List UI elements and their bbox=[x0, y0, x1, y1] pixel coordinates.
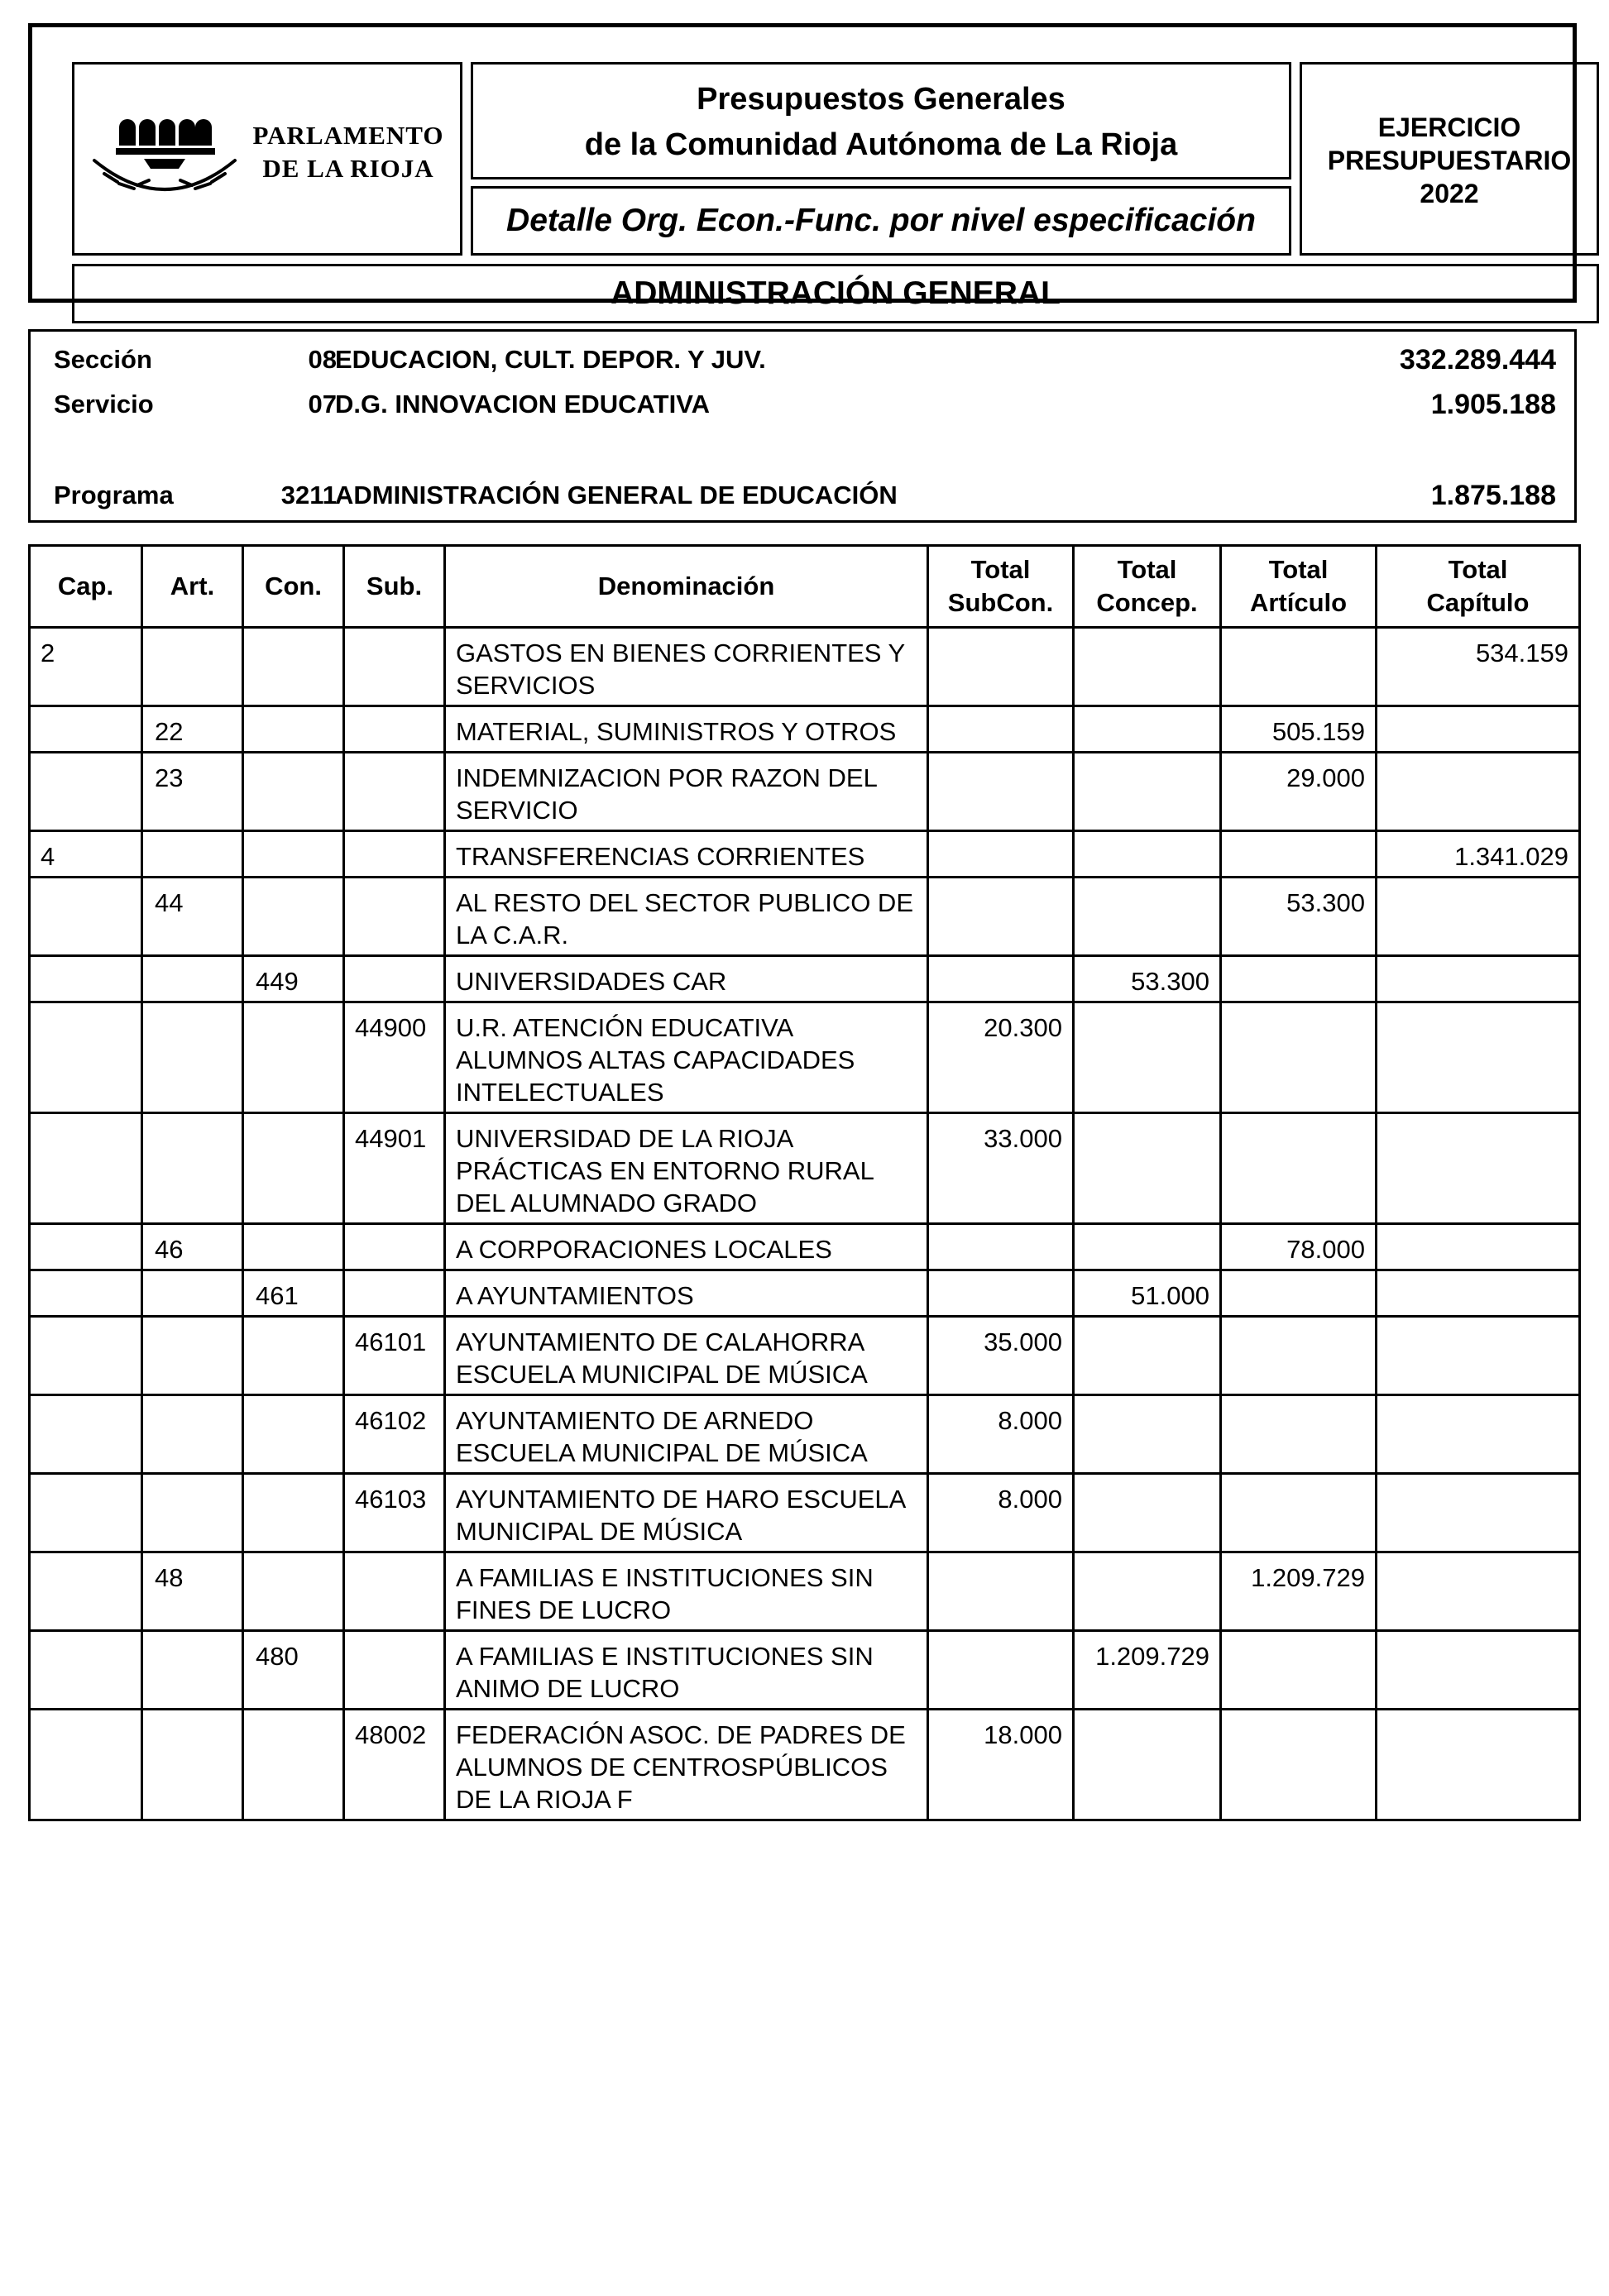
cell-total-articulo bbox=[1221, 1631, 1377, 1710]
cell-con bbox=[243, 831, 344, 878]
cell-con bbox=[243, 706, 344, 753]
cell-total-capitulo: 534.159 bbox=[1377, 628, 1580, 706]
cell-total-subcon bbox=[928, 831, 1074, 878]
seccion-code: 08 bbox=[308, 345, 337, 374]
cell-denominacion: UNIVERSIDADES CAR bbox=[445, 956, 928, 1002]
header-total-articulo-2: Artículo bbox=[1249, 588, 1348, 617]
cell-cap bbox=[30, 706, 142, 753]
servicio-code: 07 bbox=[308, 390, 337, 419]
table-row bbox=[30, 1002, 1580, 1113]
cell-total-articulo bbox=[1221, 1002, 1377, 1113]
cell-denominacion: FEDERACIÓN ASOC. DE PADRES DE ALUMNOS DE CENTROSPÚBLICOS DE LA RIOJA F bbox=[445, 1710, 928, 1820]
cell-total-articulo bbox=[1221, 1395, 1377, 1474]
cell-cap: 4 bbox=[30, 831, 142, 878]
cell-total-concep bbox=[1074, 878, 1221, 956]
table-row bbox=[30, 1270, 1580, 1317]
cell-total-articulo: 78.000 bbox=[1221, 1224, 1377, 1270]
header-total-concep bbox=[1074, 546, 1221, 628]
servicio-label: Servicio bbox=[54, 390, 154, 419]
cell-total-subcon: 18.000 bbox=[928, 1710, 1074, 1820]
cell-total-concep: 51.000 bbox=[1074, 1270, 1221, 1317]
cell-art bbox=[142, 1474, 243, 1552]
cell-total-articulo bbox=[1221, 831, 1377, 878]
programa-amount: 1.875.188 bbox=[1430, 480, 1556, 511]
cell-cap bbox=[30, 1317, 142, 1395]
cell-total-concep bbox=[1074, 1113, 1221, 1224]
cell-cap bbox=[30, 1474, 142, 1552]
programa-row bbox=[31, 479, 1574, 512]
cell-total-capitulo: 1.341.029 bbox=[1377, 831, 1580, 878]
cell-total-concep bbox=[1074, 1710, 1221, 1820]
table-row bbox=[30, 956, 1580, 1002]
seccion-name: EDUCACION, CULT. DEPOR. Y JUV. bbox=[335, 345, 766, 374]
servicio-name: D.G. INNOVACION EDUCATIVA bbox=[335, 390, 710, 419]
cell-total-concep: 1.209.729 bbox=[1074, 1631, 1221, 1710]
cell-total-concep bbox=[1074, 1552, 1221, 1631]
cell-total-articulo bbox=[1221, 956, 1377, 1002]
header-denominacion: Denominación bbox=[445, 546, 928, 628]
cell-art bbox=[142, 1395, 243, 1474]
cell-total-concep bbox=[1074, 1002, 1221, 1113]
header-sub: Sub. bbox=[344, 546, 445, 628]
cell-total-articulo: 1.209.729 bbox=[1221, 1552, 1377, 1631]
cell-denominacion: U.R. ATENCIÓN EDUCATIVA ALUMNOS ALTAS CAPACIDADES INTELECTUALES bbox=[445, 1002, 928, 1113]
cell-denominacion: MATERIAL, SUMINISTROS Y OTROS bbox=[445, 706, 928, 753]
cell-art bbox=[142, 1113, 243, 1224]
table-row bbox=[30, 1631, 1580, 1710]
cell-total-capitulo bbox=[1377, 706, 1580, 753]
cell-total-articulo: 505.159 bbox=[1221, 706, 1377, 753]
header-art: Art. bbox=[142, 546, 243, 628]
cell-sub bbox=[344, 628, 445, 706]
cell-total-concep bbox=[1074, 706, 1221, 753]
servicio-row bbox=[31, 388, 1574, 421]
cell-total-subcon bbox=[928, 956, 1074, 1002]
cell-sub: 46103 bbox=[344, 1474, 445, 1552]
cell-total-concep bbox=[1074, 831, 1221, 878]
budget-detail-table bbox=[28, 544, 1581, 1821]
cell-art bbox=[142, 628, 243, 706]
header-con: Con. bbox=[243, 546, 344, 628]
table-row bbox=[30, 1317, 1580, 1395]
cell-denominacion: AYUNTAMIENTO DE CALAHORRA ESCUELA MUNICIPAL DE MÚSICA bbox=[445, 1317, 928, 1395]
cell-sub: 44901 bbox=[344, 1113, 445, 1224]
cell-sub: 48002 bbox=[344, 1710, 445, 1820]
header-total-capitulo bbox=[1377, 546, 1580, 628]
cell-cap bbox=[30, 1552, 142, 1631]
cell-con bbox=[243, 878, 344, 956]
cell-cap bbox=[30, 956, 142, 1002]
cell-con: 480 bbox=[243, 1631, 344, 1710]
cell-sub: 44900 bbox=[344, 1002, 445, 1113]
document-header bbox=[28, 23, 1577, 311]
cell-total-capitulo bbox=[1377, 1474, 1580, 1552]
cell-denominacion: AL RESTO DEL SECTOR PUBLICO DE LA C.A.R. bbox=[445, 878, 928, 956]
document-subtitle: Detalle Org. Econ.-Func. por nivel especificación bbox=[471, 186, 1291, 256]
cell-denominacion: A AYUNTAMIENTOS bbox=[445, 1270, 928, 1317]
table-row bbox=[30, 1113, 1580, 1224]
cell-total-capitulo bbox=[1377, 1224, 1580, 1270]
cell-sub bbox=[344, 753, 445, 831]
cell-total-subcon bbox=[928, 706, 1074, 753]
header-total-subcon-1: Total bbox=[970, 555, 1031, 584]
cell-art: 46 bbox=[142, 1224, 243, 1270]
programa-code: 3211 bbox=[280, 481, 337, 509]
fiscal-year-box bbox=[1300, 62, 1599, 256]
cell-denominacion: AYUNTAMIENTO DE HARO ESCUELA MUNICIPAL DE MÚSICA bbox=[445, 1474, 928, 1552]
cell-total-capitulo bbox=[1377, 1552, 1580, 1631]
cell-con bbox=[243, 1395, 344, 1474]
cell-con bbox=[243, 1224, 344, 1270]
section-title: ADMINISTRACIÓN GENERAL bbox=[72, 264, 1599, 323]
cell-art bbox=[142, 1270, 243, 1317]
title-line-1: Presupuestos Generales bbox=[697, 82, 1065, 117]
cell-con bbox=[243, 1317, 344, 1395]
logo-line-2: DE LA RIOJA bbox=[262, 154, 434, 183]
header-total-subcon bbox=[928, 546, 1074, 628]
cell-denominacion: UNIVERSIDAD DE LA RIOJA PRÁCTICAS EN ENTORNO RURAL DEL ALUMNADO GRADO bbox=[445, 1113, 928, 1224]
cell-total-articulo bbox=[1221, 1474, 1377, 1552]
cell-sub bbox=[344, 1224, 445, 1270]
cell-total-concep bbox=[1074, 1474, 1221, 1552]
header-total-articulo bbox=[1221, 546, 1377, 628]
cell-total-capitulo bbox=[1377, 878, 1580, 956]
cell-cap bbox=[30, 1002, 142, 1113]
cell-art: 48 bbox=[142, 1552, 243, 1631]
cell-total-subcon: 20.300 bbox=[928, 1002, 1074, 1113]
cell-denominacion: TRANSFERENCIAS CORRIENTES bbox=[445, 831, 928, 878]
cell-total-capitulo bbox=[1377, 1317, 1580, 1395]
cell-art bbox=[142, 1317, 243, 1395]
cell-con bbox=[243, 628, 344, 706]
cell-sub bbox=[344, 956, 445, 1002]
cell-cap bbox=[30, 1113, 142, 1224]
seccion-row bbox=[31, 343, 1574, 376]
table-row bbox=[30, 1474, 1580, 1552]
programa-name: ADMINISTRACIÓN GENERAL DE EDUCACIÓN bbox=[335, 481, 898, 509]
table-row bbox=[30, 1552, 1580, 1631]
cell-total-concep bbox=[1074, 753, 1221, 831]
cell-art bbox=[142, 831, 243, 878]
cell-total-subcon bbox=[928, 1552, 1074, 1631]
table-row bbox=[30, 1224, 1580, 1270]
cell-con bbox=[243, 1552, 344, 1631]
cell-total-subcon bbox=[928, 753, 1074, 831]
budget-info-box bbox=[28, 329, 1577, 523]
table-row bbox=[30, 628, 1580, 706]
cell-sub bbox=[344, 1552, 445, 1631]
header-total-capitulo-2: Capítulo bbox=[1426, 588, 1530, 617]
cell-sub bbox=[344, 706, 445, 753]
logo-line-1: PARLAMENTO bbox=[252, 121, 444, 150]
cell-con: 449 bbox=[243, 956, 344, 1002]
cell-cap bbox=[30, 1631, 142, 1710]
cell-total-capitulo bbox=[1377, 1710, 1580, 1820]
cell-sub bbox=[344, 831, 445, 878]
cell-con bbox=[243, 753, 344, 831]
cell-total-articulo bbox=[1221, 1270, 1377, 1317]
cell-cap bbox=[30, 1224, 142, 1270]
document-title bbox=[471, 62, 1291, 179]
cell-total-capitulo bbox=[1377, 753, 1580, 831]
seccion-label: Sección bbox=[54, 345, 152, 374]
cell-sub: 46101 bbox=[344, 1317, 445, 1395]
cell-cap bbox=[30, 1710, 142, 1820]
year-line-2: PRESUPUESTARIO bbox=[1327, 146, 1572, 175]
cell-total-concep: 53.300 bbox=[1074, 956, 1221, 1002]
cell-denominacion: A CORPORACIONES LOCALES bbox=[445, 1224, 928, 1270]
servicio-amount: 1.905.188 bbox=[1430, 389, 1556, 420]
cell-cap bbox=[30, 878, 142, 956]
parliament-logo-box bbox=[72, 62, 462, 256]
cell-total-subcon bbox=[928, 1631, 1074, 1710]
header-total-capitulo-1: Total bbox=[1448, 555, 1508, 584]
table-row bbox=[30, 878, 1580, 956]
cell-total-articulo bbox=[1221, 628, 1377, 706]
table-row bbox=[30, 1395, 1580, 1474]
cell-total-capitulo bbox=[1377, 1113, 1580, 1224]
cell-art bbox=[142, 1710, 243, 1820]
cell-total-subcon: 33.000 bbox=[928, 1113, 1074, 1224]
seccion-amount: 332.289.444 bbox=[1399, 344, 1556, 375]
cell-total-subcon bbox=[928, 1270, 1074, 1317]
cell-art: 22 bbox=[142, 706, 243, 753]
cell-total-subcon bbox=[928, 1224, 1074, 1270]
parliament-emblem-icon bbox=[86, 103, 243, 227]
cell-denominacion: GASTOS EN BIENES CORRIENTES Y SERVICIOS bbox=[445, 628, 928, 706]
table-row bbox=[30, 831, 1580, 878]
cell-sub bbox=[344, 1270, 445, 1317]
header-total-concep-1: Total bbox=[1117, 555, 1177, 584]
title-line-2: de la Comunidad Autónoma de La Rioja bbox=[584, 127, 1178, 162]
cell-denominacion: A FAMILIAS E INSTITUCIONES SIN FINES DE LUCRO bbox=[445, 1552, 928, 1631]
parliament-name bbox=[245, 119, 452, 185]
table-row bbox=[30, 753, 1580, 831]
cell-sub: 46102 bbox=[344, 1395, 445, 1474]
programa-label: Programa bbox=[54, 481, 174, 509]
cell-total-articulo: 53.300 bbox=[1221, 878, 1377, 956]
table-row bbox=[30, 1710, 1580, 1820]
cell-art: 23 bbox=[142, 753, 243, 831]
cell-denominacion: AYUNTAMIENTO DE ARNEDO ESCUELA MUNICIPAL DE MÚSICA bbox=[445, 1395, 928, 1474]
cell-art bbox=[142, 1002, 243, 1113]
cell-con: 461 bbox=[243, 1270, 344, 1317]
cell-total-articulo bbox=[1221, 1113, 1377, 1224]
fiscal-year: 2022 bbox=[1420, 179, 1479, 208]
cell-total-subcon: 35.000 bbox=[928, 1317, 1074, 1395]
header-cap: Cap. bbox=[30, 546, 142, 628]
cell-con bbox=[243, 1002, 344, 1113]
cell-con bbox=[243, 1710, 344, 1820]
cell-total-articulo bbox=[1221, 1317, 1377, 1395]
cell-cap: 2 bbox=[30, 628, 142, 706]
cell-total-subcon bbox=[928, 628, 1074, 706]
cell-denominacion: A FAMILIAS E INSTITUCIONES SIN ANIMO DE LUCRO bbox=[445, 1631, 928, 1710]
cell-art: 44 bbox=[142, 878, 243, 956]
cell-total-capitulo bbox=[1377, 1631, 1580, 1710]
cell-total-articulo: 29.000 bbox=[1221, 753, 1377, 831]
cell-total-capitulo bbox=[1377, 1395, 1580, 1474]
cell-total-concep bbox=[1074, 1317, 1221, 1395]
cell-art bbox=[142, 1631, 243, 1710]
cell-sub bbox=[344, 878, 445, 956]
cell-con bbox=[243, 1474, 344, 1552]
cell-total-subcon bbox=[928, 878, 1074, 956]
header-total-subcon-2: SubCon. bbox=[947, 588, 1054, 617]
cell-art bbox=[142, 956, 243, 1002]
header-total-concep-2: Concep. bbox=[1096, 588, 1198, 617]
cell-cap bbox=[30, 753, 142, 831]
cell-total-capitulo bbox=[1377, 956, 1580, 1002]
cell-cap bbox=[30, 1395, 142, 1474]
cell-total-concep bbox=[1074, 628, 1221, 706]
header-total-articulo-1: Total bbox=[1268, 555, 1329, 584]
cell-denominacion: INDEMNIZACION POR RAZON DEL SERVICIO bbox=[445, 753, 928, 831]
cell-sub bbox=[344, 1631, 445, 1710]
cell-total-capitulo bbox=[1377, 1270, 1580, 1317]
cell-total-capitulo bbox=[1377, 1002, 1580, 1113]
cell-total-subcon: 8.000 bbox=[928, 1474, 1074, 1552]
cell-total-subcon: 8.000 bbox=[928, 1395, 1074, 1474]
year-line-1: EJERCICIO bbox=[1377, 112, 1521, 142]
table-header-row bbox=[30, 546, 1580, 628]
cell-cap bbox=[30, 1270, 142, 1317]
table-row bbox=[30, 706, 1580, 753]
cell-total-concep bbox=[1074, 1395, 1221, 1474]
cell-total-concep bbox=[1074, 1224, 1221, 1270]
cell-con bbox=[243, 1113, 344, 1224]
cell-total-articulo bbox=[1221, 1710, 1377, 1820]
